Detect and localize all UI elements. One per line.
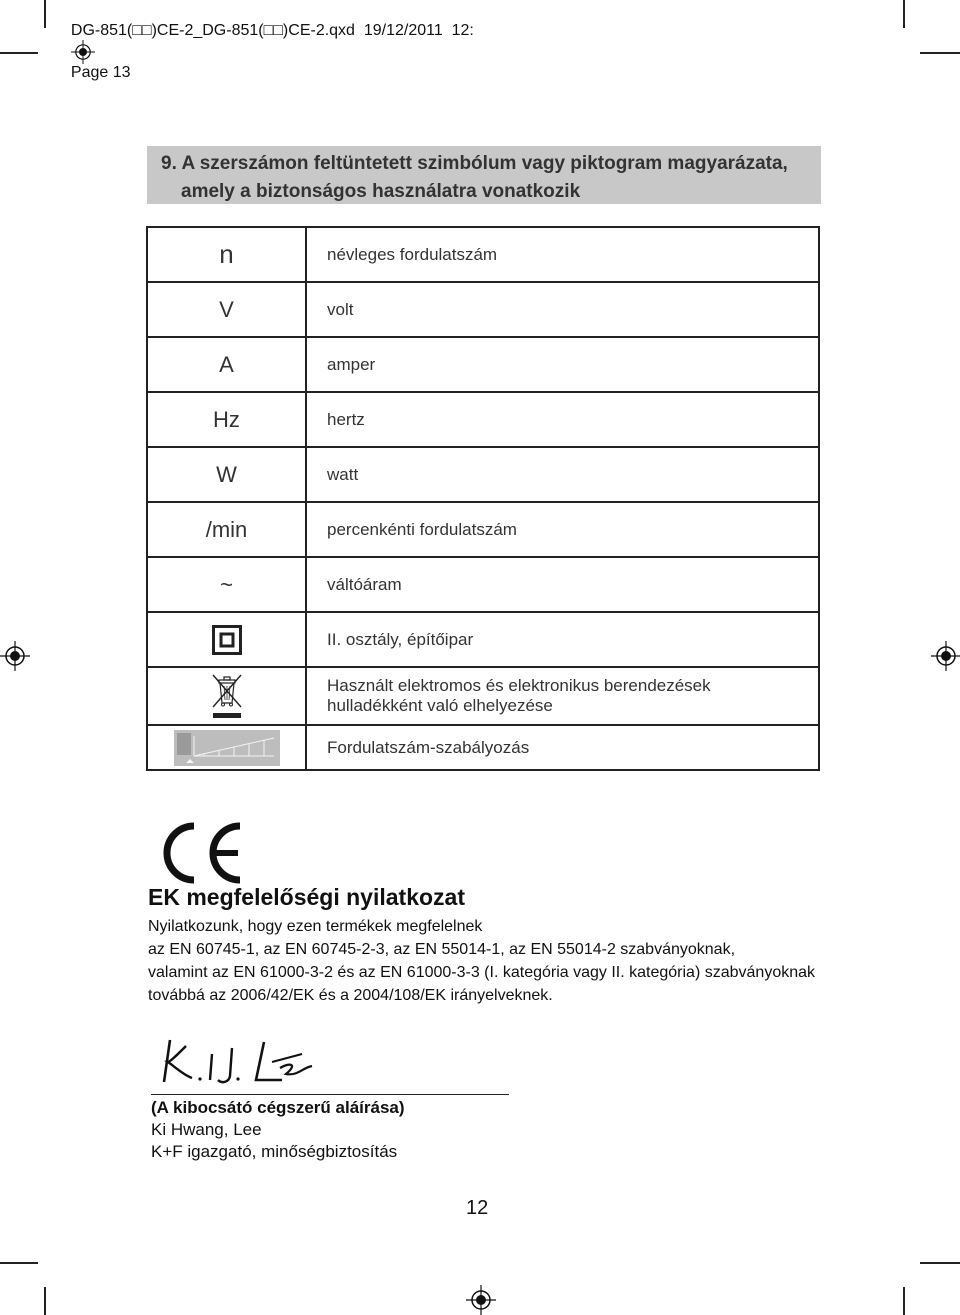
declaration-text (148, 915, 815, 1007)
symbol-cell (147, 612, 306, 667)
table-row (147, 725, 819, 770)
description-cell: percenkénti fordulatszám (306, 502, 819, 557)
symbol-cell: W (147, 447, 306, 502)
symbol-cell: A (147, 337, 306, 392)
table-row (147, 502, 819, 557)
description-cell: névleges fordulatszám (306, 227, 819, 282)
declaration-line: Nyilatkozunk, hogy ezen termékek megfelelnek (148, 918, 483, 935)
crossed-bin-icon (210, 671, 244, 721)
registration-mark-icon (466, 1285, 496, 1315)
crop-mark (903, 0, 905, 28)
signer-block (151, 1097, 405, 1163)
symbol-cell: ~ (147, 557, 306, 612)
description-cell: volt (306, 282, 819, 337)
registration-mark-icon (71, 40, 95, 64)
table-row (147, 447, 819, 502)
signer-role: K+F igazgató, minőségbiztosítás (151, 1142, 398, 1161)
description-cell: hertz (306, 392, 819, 447)
registration-mark-icon (931, 641, 960, 671)
description-line1: Használt elektromos és elektronikus berendezések (327, 676, 711, 695)
print-header (62, 4, 474, 82)
description-cell: watt (306, 447, 819, 502)
table-row (147, 337, 819, 392)
page-number: 12 (466, 1197, 489, 1219)
crop-mark (0, 1262, 38, 1264)
table-row (147, 557, 819, 612)
print-header-page: Page 13 (70, 64, 131, 81)
table-row (147, 282, 819, 337)
symbol-cell (147, 725, 306, 770)
crop-mark (0, 52, 38, 54)
print-header-file: DG-851(□□)CE-2_DG-851(□□)CE-2.qxd 19/12/2011 12: (70, 22, 474, 39)
crop-mark (44, 1287, 46, 1315)
double-insulation-icon (212, 625, 242, 655)
section-number: 9. (161, 153, 177, 174)
description-cell: Fordulatszám-szabályozás (306, 725, 819, 770)
symbol-cell: V (147, 282, 306, 337)
crop-mark (903, 1287, 905, 1315)
signer-name: Ki Hwang, Lee (151, 1120, 262, 1139)
section-heading (147, 146, 821, 204)
declaration-line: továbbá az 2006/42/EK és a 2004/108/EK irányelveknek. (148, 987, 553, 1004)
speed-dial-icon (174, 730, 280, 766)
symbol-cell: /min (147, 502, 306, 557)
symbol-table (146, 226, 820, 771)
description-cell: amper (306, 337, 819, 392)
section-title-line1: A szerszámon feltüntetett szimbólum vagy piktogram magyarázata, (181, 153, 788, 174)
description-cell: II. osztály, építőipar (306, 612, 819, 667)
description-cell (306, 667, 819, 725)
symbol-cell (147, 667, 306, 725)
registration-mark-icon (0, 641, 30, 671)
description-cell: váltóáram (306, 557, 819, 612)
signature (152, 1032, 317, 1088)
crop-mark (920, 1262, 960, 1264)
crop-mark (44, 0, 46, 28)
symbol-cell: n (147, 227, 306, 282)
table-row (147, 392, 819, 447)
ce-mark-icon (158, 822, 244, 884)
crop-mark (920, 52, 960, 54)
table-row (147, 667, 819, 725)
symbol-cell: Hz (147, 392, 306, 447)
table-row (147, 612, 819, 667)
signature-line (151, 1094, 509, 1095)
declaration-line: valamint az EN 61000-3-2 és az EN 61000-3-3 (I. kategória vagy II. kategória) szabványoknak (148, 964, 816, 981)
declaration-title: EK megfelelőségi nyilatkozat (148, 884, 465, 910)
description-line2: hulladékként való elhelyezése (327, 696, 553, 715)
table-row (147, 227, 819, 282)
signature-caption: (A kibocsátó cégszerű aláírása) (151, 1098, 405, 1117)
declaration-line: az EN 60745-1, az EN 60745-2-3, az EN 55014-1, az EN 55014-2 szabványoknak, (148, 941, 736, 958)
section-title-line2: amely a biztonságos használatra vonatkozik (181, 181, 581, 202)
